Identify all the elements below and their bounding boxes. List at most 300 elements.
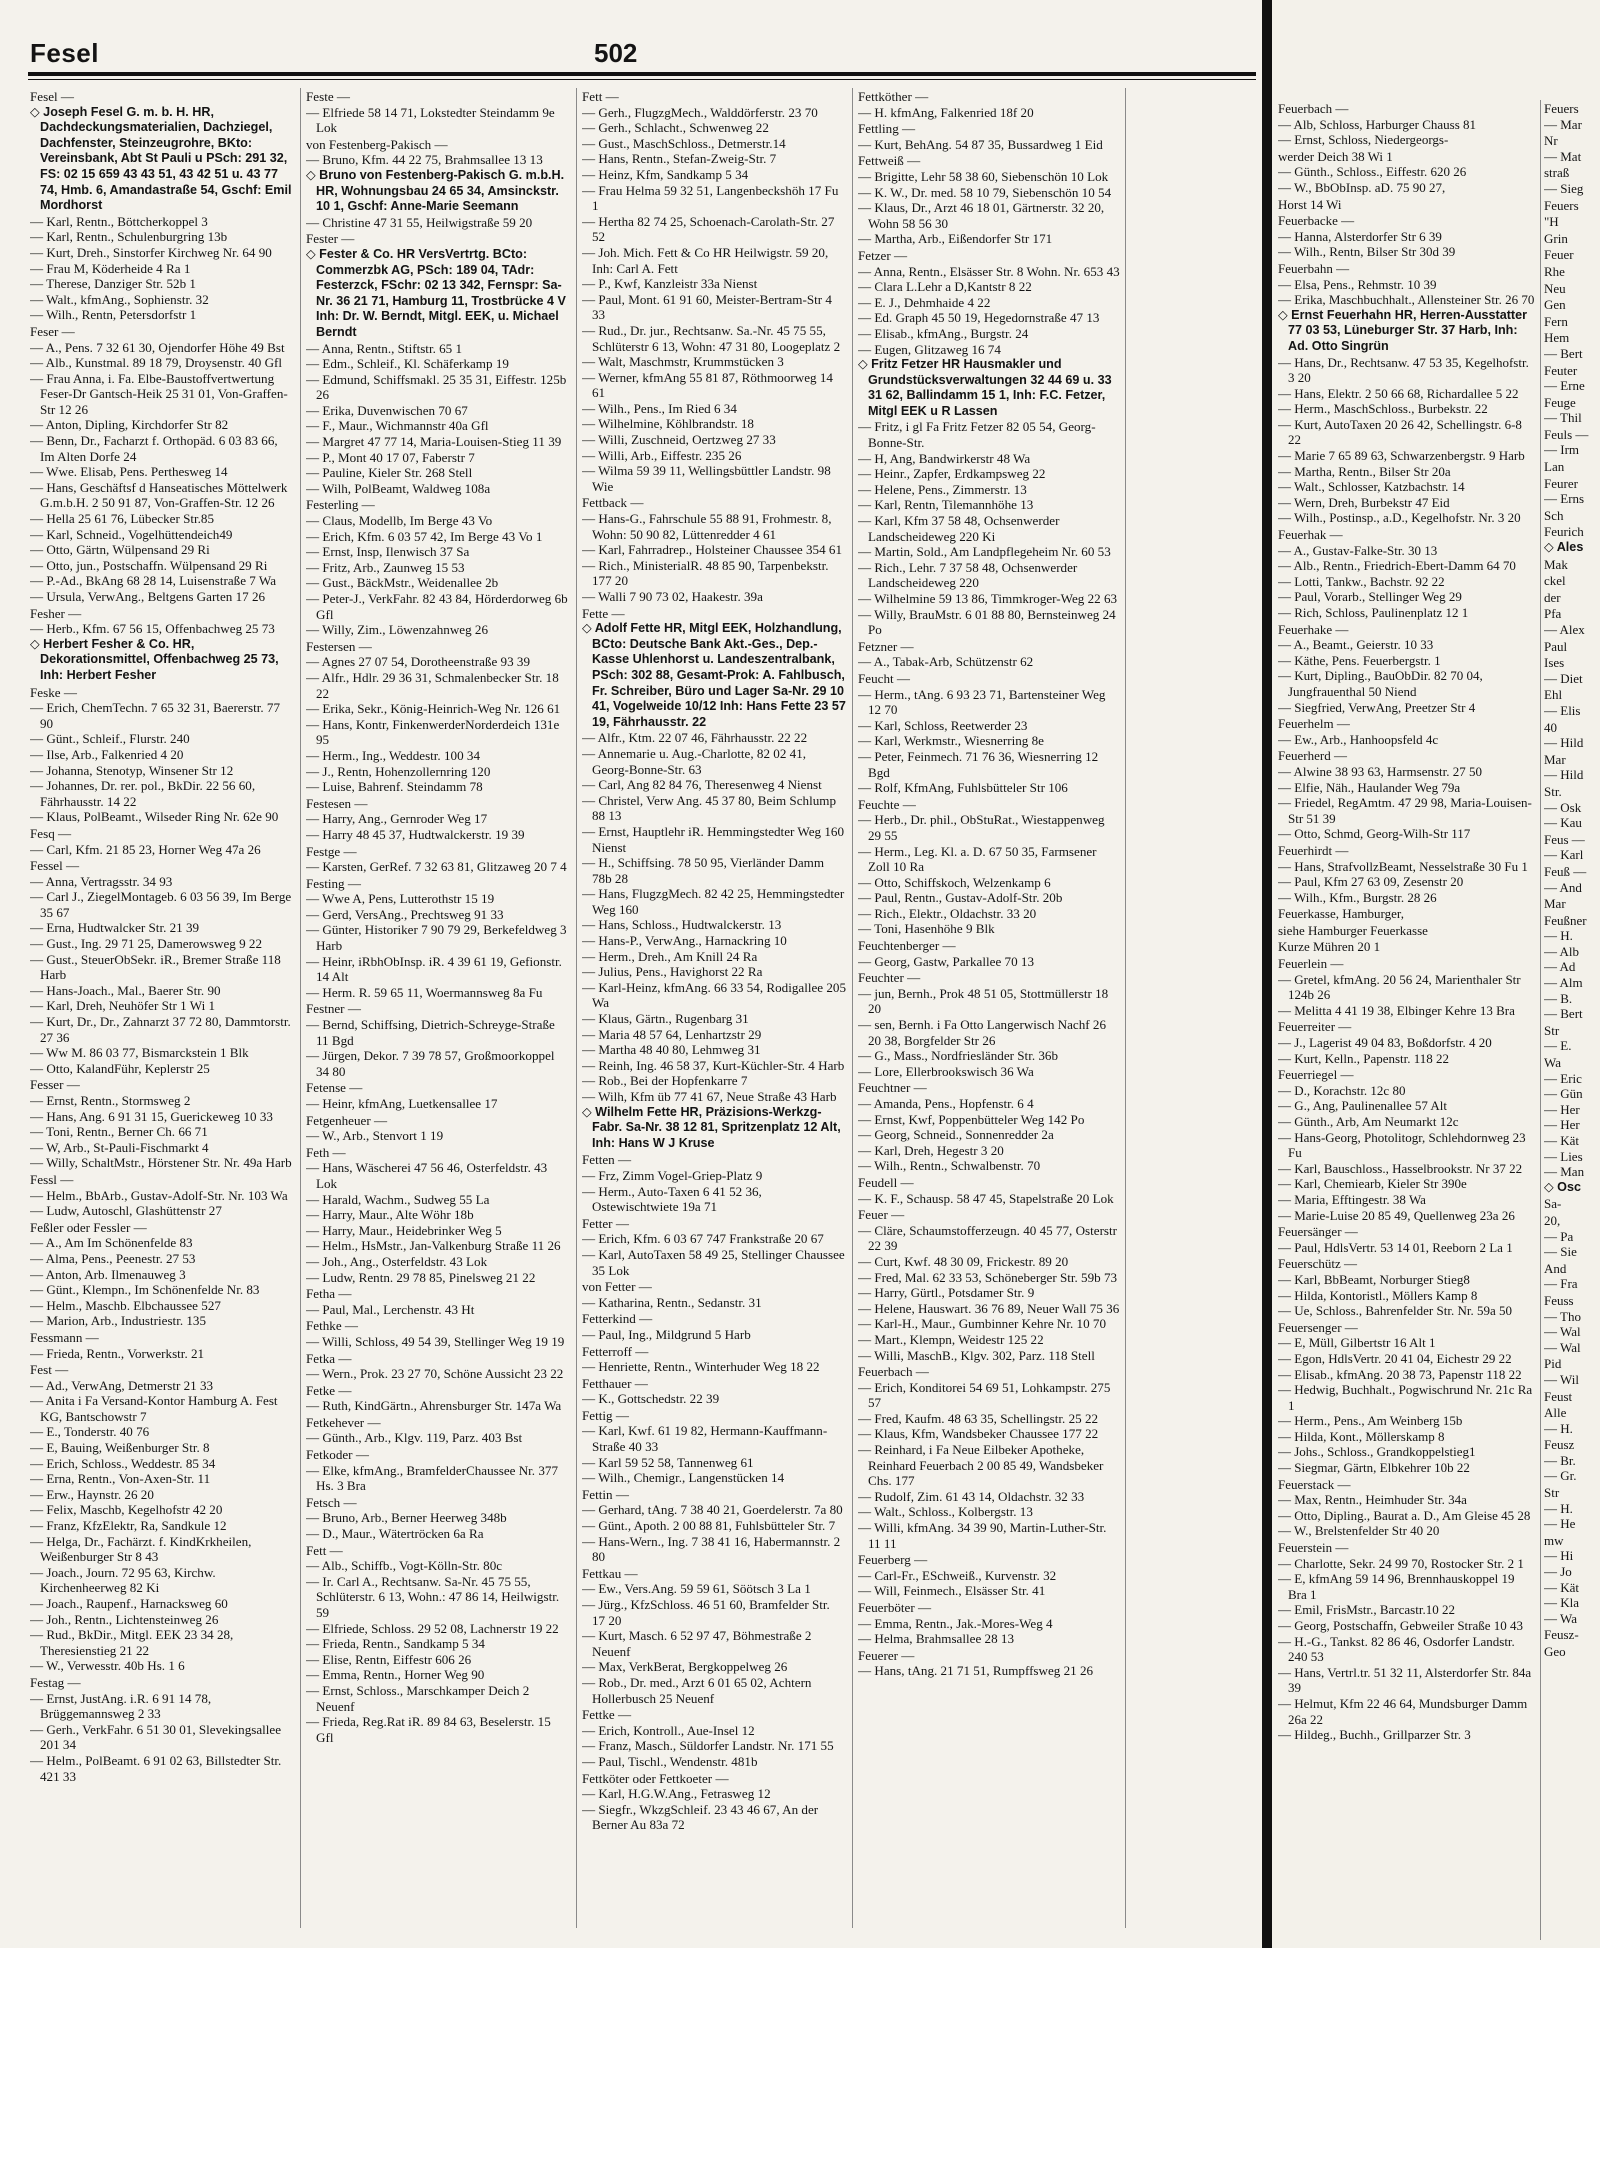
directory-entry: — Frau Anna, i. Fa. Elbe-Baustoffvertwertung Feser-Dr Gantsch-Heik 25 31 01, Von-Graffen-Str 12 26 [30,370,288,417]
surname-heading: Fett — [306,1542,343,1558]
surname-heading: Fesser — [30,1077,80,1093]
directory-entry: — E. [1544,1038,1572,1054]
surname-heading: Feuersenger — [1278,1319,1358,1335]
directory-entry: — Hans, Dr., Rechtsanw. 47 53 35, Kegelhofstr. 3 20 [1278,354,1529,386]
directory-entry: — Maria, Efftingestr. 38 Wa [1278,1191,1426,1207]
directory-entry: — Elise, Rentn, Eiffestr 606 26 [306,1651,472,1667]
directory-entry: — Erich, Kfm. 6 03 67 747 Frankstraße 20 67 [582,1231,824,1247]
directory-entry: — Willy, Zim., Löwenzahnweg 26 [306,622,489,638]
directory-entry: — Emma, Rentn., Horner Weg 90 [306,1667,485,1683]
surname-heading: Feuß — [1544,863,1587,879]
directory-entry: — E. J., Dehmhaide 4 22 [858,294,991,310]
directory-entry: — Karl, Fahrradrep., Holsteiner Chaussee 354 61 [582,542,842,558]
surname-heading: Fette — [582,605,625,621]
directory-entry: — Paul, Mal., Lerchenstr. 43 Ht [306,1301,475,1317]
directory-entry: — Wilh, PolBeamt, Waldweg 108a [306,480,491,496]
directory-entry: — And [1544,879,1582,895]
directory-entry: — Sieg [1544,180,1584,196]
directory-entry: — Reinh, Ing. 46 58 37, Kurt-Küchler-Str. 4 Harb [582,1057,845,1073]
surname-heading: Feuer [1544,247,1574,263]
directory-entry: — Hans, tAng. 21 71 51, Rumpffsweg 21 26 [858,1663,1094,1679]
directory-entry: — Gr. [1544,1468,1577,1484]
directory-entry: — Alma, Pens., Peenestr. 27 53 [30,1250,196,1266]
directory-entry: — Herm., Leg. Kl. a. D. 67 50 35, Farmsener Zoll 10 Ra [858,843,1097,875]
directory-entry: — A., Am Im Schönenfelde 83 [30,1235,193,1251]
directory-entry: — Christine 47 31 55, Heilwigstraße 59 20 [306,214,533,230]
directory-entry: — Hans-Georg, Photolitogr, Schlehdornweg 23 Fu [1278,1129,1526,1161]
directory-entry: — Carl, Kfm. 21 85 23, Horner Weg 47a 26 [30,841,261,857]
directory-entry: — Wa [1544,1610,1578,1626]
directory-entry: — Klaus, Gärtn., Rugenbarg 31 [582,1011,749,1027]
directory-entry: — Diet [1544,670,1583,686]
directory-entry: ◇ Fritz Fetzer HR Hausmakler und Grundstücksverwaltungen 32 44 69 u. 33 31 62, Ballindamm 15 1, Inh: F.C. Fetzer, Mitgl EEK u R Lassen [858,357,1112,418]
directory-entry: — Klaus, PolBeamt., Wilseder Ring Nr. 62e 90 [30,809,279,825]
directory-entry: — Jürg., KfzSchloss. 46 51 60, Bramfelder Str. 17 20 [582,1597,830,1628]
directory-entry: — Mart., Klempn, Weidestr 125 22 [858,1331,1044,1347]
directory-entry: — Martha, Rentn., Bilser Str 20a [1278,463,1451,479]
directory-entry: — Karl, Chemiearb, Kieler Str 390e [1278,1176,1467,1192]
surname-heading: Fetgenheuer — [306,1112,388,1128]
surname-heading: Ehl [1544,687,1563,703]
surname-heading: Horst 14 Wi [1278,196,1342,212]
directory-entry: — Willy, SchaltMstr., Hörstener Str. Nr. 49a Harb [30,1155,292,1171]
surname-heading: Fessl — [30,1171,74,1187]
directory-entry: — K. W., Dr. med. 58 10 79, Siebenschön 10 54 [858,184,1112,200]
directory-entry: — Karl, Rentn., Böttcherkoppel 3 [30,213,208,229]
surname-heading: siehe Hamburger Feuerkasse [1278,922,1428,938]
directory-entry: — Hans, Elektr. 2 50 66 68, Richardallee 5 22 [1278,385,1519,401]
directory-entry: — Wilh., Postinsp., a.D., Kegelhofstr. Nr. 3 20 [1278,510,1521,526]
surname-heading: Fester — [306,231,355,247]
directory-entry: — Elis [1544,702,1581,718]
directory-entry: — Helm., HsMstr., Jan-Valkenburg Straße 11 26 [306,1238,561,1254]
directory-entry: — Alm [1544,975,1583,991]
surname-heading: Fetense — [306,1080,363,1096]
directory-entry: — Ed. Graph 45 50 19, Hegedornstraße 47 13 [858,310,1100,326]
directory-entry: — Kurt, Dr., Dr., Zahnarzt 37 72 80, Dammtorstr. 27 36 [30,1014,291,1045]
directory-entry: — Georg, Gastw, Parkallee 70 13 [858,953,1034,969]
directory-entry: — Hertha 82 74 25, Schoenach-Carolath-Str. 27 52 [582,213,835,245]
directory-entry: — Hans, Wäscherei 47 56 46, Osterfeldstr. 43 Lok [306,1160,548,1191]
directory-column-2 [306,88,570,1930]
directory-entry: — P., Kwf, Kanzleistr 33a Nienst [582,276,758,292]
directory-entry: — Ww M. 86 03 77, Bismarckstein 1 Blk [30,1045,249,1061]
directory-entry: — Hans, Geschäftsf d Hanseatisches Möttelwerk G.m.b.H. 2 50 91 87, Von-Graffen-Str. 12 26 [30,479,288,511]
directory-entry: — Erna, Hudtwalcker Str. 21 39 [30,920,200,936]
directory-entry: — Günth., Arb, Am Neumarkt 12c [1278,1114,1459,1129]
directory-entry: — Gust., BäckMstr., Weidenallee 2b [306,575,499,591]
directory-entry: — Siegfried, VerwAng, Preetzer Str 4 [1278,699,1476,715]
directory-entry: — H.-G., Tankst. 82 86 46, Osdorfer Landstr. 240 53 [1278,1633,1515,1665]
directory-entry: — Fred, Mal. 62 33 53, Schöneberger Str. 59b 73 [858,1269,1118,1285]
surname-heading: And [1544,1260,1567,1276]
directory-entry: — D., Maur., Wätertröcken 6a Ra [306,1526,484,1542]
directory-entry: — Karl, Dreh, Hegestr 3 20 [858,1142,1004,1158]
directory-entry: — Ernst, JustAng. i.R. 6 91 14 78, Brüggemannsweg 2 33 [30,1690,212,1722]
directory-entry: — Rich., Lehr. 7 37 58 48, Ochsenwerder Landscheideweg 220 [858,559,1078,591]
directory-entry: — Elfriede 58 14 71, Lokstedter Steindamm 9e Lok [306,104,555,136]
directory-entry: — Heinr, iRbhObInsp. iR. 4 39 61 19, Gefionstr. 14 Alt [306,953,562,985]
directory-entry: — Ernst, Kwf, Poppenbütteler Weg 142 Po [858,1111,1085,1127]
directory-entry: — K., Gottschedstr. 22 39 [582,1391,720,1407]
directory-entry: — Martha, Arb., Eißendorfer Str 171 [858,231,1053,247]
directory-entry: — Heinz, Kfm, Sandkamp 5 34 [582,166,749,182]
directory-entry: — Herb., Kfm. 67 56 15, Offenbachweg 25 73 [30,621,275,637]
surname-heading: Fetke — [306,1382,352,1398]
directory-entry: — D., Korachstr. 12c 80 [1278,1082,1406,1098]
directory-entry: — Frieda, Rentn., Vorwerkstr. 21 [30,1345,205,1361]
directory-entry: — Werner, kfmAng 55 81 87, Röthmoorweg 14 61 [582,369,833,401]
directory-entry: — Ir. Carl A., Rechtsanw. Sa-Nr. 45 75 55, Schlüterstr. 6 13, Wohn.: 47 86 14, Heilwigstr. 59 [306,1573,560,1620]
surname-heading: Fetkoder — [306,1447,369,1463]
directory-entry: — Margret 47 77 14, Maria-Louisen-Stieg 11 39 [306,434,562,450]
directory-entry: — Siegfr., WkzgSchleif. 23 43 46 67, An der Berner Au 83a 72 [582,1801,819,1833]
directory-entry: — W., Brelstenfelder Str 40 20 [1278,1523,1440,1539]
surname-heading: Feuchte — [858,796,916,812]
directory-entry: — H. [1544,1420,1573,1436]
directory-entry: ◇ Ales [1544,540,1584,555]
column-divider [852,88,853,1928]
directory-entry: — Edmund, Schiffsmakl. 25 35 31, Eiffestr. 125b 26 [306,371,567,403]
surname-heading: Feußner [1544,912,1587,928]
surname-heading: Feuerreiter — [1278,1019,1352,1035]
page-header-word: Fesel [30,38,99,68]
directory-entry: — Wilh., Rentn, Bilser Str 30d 39 [1278,244,1456,260]
directory-entry: — Marion, Arb., Industriestr. 135 [30,1313,207,1329]
directory-entry: — Anton, Dipling, Kirchdorfer Str 82 [30,417,229,433]
directory-entry: — Günt., Schleif., Flurstr. 240 [30,731,190,747]
directory-entry: — Toni, Hasenhöhe 9 Blk [858,921,995,937]
directory-entry: — Benn, Dr., Facharzt f. Orthopäd. 6 03 83 66, Im Alten Dorfe 24 [30,433,278,464]
directory-entry: — Wilhelmine 59 13 86, Timmkroger-Weg 22 63 [858,591,1118,606]
surname-heading: Feudell — [858,1174,914,1190]
directory-entry: — Amanda, Pens., Hopfenstr. 6 4 [858,1096,1034,1111]
directory-entry: — Karl-Heinz, kfmAng. 66 33 54, Rodigallee 205 Wa [582,979,846,1011]
directory-entry: — Rich, Schloss, Paulinenplatz 12 1 [1278,605,1469,620]
directory-entry: — Felix, Maschb, Kegelhofstr 42 20 [30,1502,223,1518]
directory-entry: — Walt., kfmAng., Sophienstr. 32 [30,291,209,307]
directory-entry: — Harry, Maur., Heidebrinker Weg 5 [306,1222,502,1238]
directory-entry: — Otto, Schiffskoch, Welzenkamp 6 [858,874,1051,890]
directory-entry: — Paul, Mont. 61 91 60, Meister-Bertram-Str 4 33 [582,291,832,323]
directory-entry: — Paul, Tischl., Wendenstr. 481b [582,1753,758,1769]
directory-entry: — Kurt, Kelln., Papenstr. 118 22 [1278,1050,1450,1066]
directory-entry: — H. [1544,928,1573,944]
surname-heading: Grin [1544,230,1568,246]
surname-heading: Feser — [30,323,75,339]
directory-entry: — Paul, Ing., Mildgrund 5 Harb [582,1326,751,1342]
directory-entry: — Hans, Schloss., Hudtwalckerstr. 13 [582,917,782,933]
directory-entry: — Annemarie u. Aug.-Charlotte, 82 02 41, Georg-Bonne-Str. 63 [582,745,807,777]
directory-entry: — Luise, Bahrenf. Steindamm 78 [306,779,483,795]
directory-entry: — Kurt, AutoTaxen 20 26 42, Schellingstr. 6-8 22 [1278,416,1522,448]
surname-heading: Feurer [1544,475,1578,491]
directory-entry: — Hans, FlugzgMech. 82 42 25, Hemmingstedter Weg 160 [582,886,845,917]
directory-entry: — Herm., Dreh., Am Knill 24 Ra [582,948,758,964]
directory-entry: — Helma, Brahmsallee 28 13 [858,1631,1014,1647]
directory-entry: — Fritz, i gl Fa Fritz Fetzer 82 05 54, Georg-Bonne-Str. [858,419,1096,451]
directory-entry: — Carl-Fr., ESchweiß., Kurvenstr. 32 [858,1567,1057,1583]
directory-entry: — Hans, StrafvollzBeamt, Nesselstraße 30 Fu 1 [1278,858,1528,874]
directory-entry: — H, Ang, Bandwirkerstr 48 Wa [858,450,1031,466]
directory-entry: — Alb., Rentn., Friedrich-Ebert-Damm 64 70 [1278,558,1516,574]
directory-entry: — Rud., BkDir., Mitgl. EEK 23 34 28, Theresienstieg 21 22 [30,1627,234,1658]
surname-heading: Feuers [1544,101,1579,116]
directory-entry: — Anita i Fa Versand-Kontor Hamburg A. Fest KG, Bantschowstr 7 [30,1393,278,1424]
directory-entry: — Helene, Pens., Zimmerstr. 13 [858,481,1027,497]
directory-entry: ◇ Adolf Fette HR, Mitgl EEK, Holzhandlung, BCto: Deutsche Bank Akt.-Ges., Dep.-Kasse Uhlenhorst u. Landeszentralbank, PSch: 302 88, Gesamt-Prok: A. Fahlbusch, Fr. Schreiber, Büro und Lager Sa-Nr. 29 10 41, Vogelweide 10/12 Inh: Hans Fette 23 57 19, Fährhausstr. 22 [582,621,846,729]
surname-heading: Feuerbahn — [1278,260,1350,276]
directory-entry: — Paul, Vorarb., Stellinger Weg 29 [1278,589,1462,605]
directory-entry: — Hi [1544,1548,1574,1564]
directory-entry: — Harry 48 45 37, Hudtwalckerstr. 19 39 [306,826,525,842]
directory-entry: — Wilma 59 39 11, Wellingsbüttler Landstr. 98 Wie [582,463,831,494]
directory-entry: — Ernst, Rentn., Stormsweg 2 [30,1093,191,1108]
directory-entry: — Herm., MaschSchloss., Burbekstr. 22 [1278,401,1488,417]
directory-entry: — Fritz, Arb., Zaunweg 15 53 [306,559,465,575]
directory-entry: — Joh. Mich. Fett & Co HR Heilwigstr. 59 20, Inh: Carl A. Fett [582,244,829,276]
directory-entry: — Wwe A, Pens, Lutterothstr 15 19 [306,891,495,907]
surname-heading: 20, [1544,1212,1561,1228]
directory-entry: — Karl, Rentn, Tilemannhöhe 13 [858,497,1034,513]
directory-entry: — Gretel, kfmAng. 20 56 24, Marienthaler Str 124b 26 [1278,971,1521,1003]
directory-entry: — Ilse, Arb., Falkenried 4 20 [30,746,184,762]
surname-heading: Festag — [30,1674,81,1690]
directory-entry: — H. [1544,1500,1573,1516]
directory-entry: — sen, Bernh. i Fa Otto Langerwisch Nachf 26 20 38, Borgfelder Str 26 [858,1017,1106,1048]
directory-entry: — A., Beamt., Geierstr. 10 33 [1278,637,1434,653]
directory-entry: — Kurt, Masch. 6 52 97 47, Böhmestraße 2 Neuenf [582,1628,812,1659]
surname-heading: Fettig — [582,1407,629,1423]
directory-entry: — Alfr., Hdlr. 29 36 31, Schmalenbecker Str. 18 22 [306,669,559,701]
directory-entry: — Karl, BbBeamt, Norburger Stieg8 [1278,1271,1470,1287]
directory-entry: — Carl J., ZiegelMontageb. 6 03 56 39, Im Berge 35 67 [30,889,292,920]
directory-entry: — Karl 59 52 58, Tannenweg 61 [582,1454,754,1470]
directory-entry: — Franz, KfzElektr, Ra, Sandkule 12 [30,1518,227,1534]
directory-entry: — Gerh., Schlacht., Schwenweg 22 [582,120,769,136]
directory-entry: — Rob., Bei der Hopfenkarre 7 [582,1073,748,1089]
directory-entry: — Maria 48 57 64, Lenhartzstr 29 [582,1026,762,1042]
surname-heading: Feuerhake — [1278,621,1349,637]
surname-heading: Feuls — [1544,426,1589,442]
directory-entry: — Cläre, Schaumstofferzeugn. 40 45 77, Osterstr 22 39 [858,1222,1118,1254]
directory-entry: — Wern., Prok. 23 27 70, Schöne Aussicht 23 22 [306,1366,564,1382]
directory-entry: — Hella 25 61 76, Lübecker Str.85 [30,511,215,527]
surname-heading: Wa [1544,1055,1561,1071]
directory-entry: — Rich., MinisterialR. 48 85 90, Tarpenbekstr. 177 20 [582,557,829,589]
directory-entry: — Willi, MaschB., Klgv. 302, Parz. 118 Stell [858,1347,1095,1363]
directory-entry: — Paul, HdlsVertr. 53 14 01, Reeborn 2 La 1 [1278,1239,1513,1255]
directory-entry: — Karl-H., Maur., Gumbinner Kehre Nr. 10 70 [858,1316,1107,1332]
surname-heading: Fetzner — [858,638,914,654]
directory-entry: — Kurt, Dipling., BauObDir. 82 70 04, Jungfrauenthal 50 Niend [1278,668,1483,699]
directory-entry: — Erne [1544,378,1585,394]
directory-entry: — Bruno, Arb., Berner Heerweg 348b [306,1510,507,1526]
directory-entry: — F., Maur., Wichmannstr 40a Gfl [306,418,489,434]
directory-column-4 [858,88,1120,1930]
directory-entry: — Willi, kfmAng. 34 39 90, Martin-Luther-Str. 11 11 [858,1520,1107,1551]
directory-entry: — Rud., Dr. jur., Rechtsanw. Sa.-Nr. 45 75 55, Schlüterstr 6 13, Wohn: 47 31 80, Loogeplatz 2 [582,322,841,354]
directory-entry: — Friedel, RegAmtm. 47 29 98, Maria-Louisen-Str 51 39 [1278,795,1532,826]
surname-heading: Feuerberg — [858,1552,928,1568]
directory-entry: — Carl, Ang 82 84 76, Theresenweg 4 Nienst [582,777,822,793]
directory-entry: — Günter, Historiker 7 90 79 29, Berkefeldweg 3 Harb [306,922,567,954]
directory-entry: — Mar [1544,116,1582,132]
surname-heading: Feuerer — [858,1647,915,1663]
directory-entry: — Bert [1544,1006,1583,1022]
surname-heading: Nr [1544,133,1558,149]
directory-entry: — P., Mont 40 17 07, Faberstr 7 [306,449,475,465]
directory-entry: — Rudolf, Zim. 61 43 14, Oldachstr. 32 33 [858,1488,1085,1504]
directory-entry: — Henriette, Rentn., Winterhuder Weg 18 22 [582,1359,820,1375]
directory-entry: — Kurt, BehAng. 54 87 35, Bussardweg 1 Eid [858,136,1103,152]
directory-entry: — Georg, Schneid., Sonnenredder 2a [858,1127,1054,1143]
directory-entry: — Harry, Maur., Alte Wöhr 18b [306,1207,474,1223]
directory-entry: — Clara L.Lehr a D,Kantstr 8 22 [858,279,1032,295]
surname-heading: Feske — [30,684,77,700]
directory-entry: ◇ Ernst Feuerhahn HR, Herren-Ausstatter 77 03 53, Lüneburger Str. 37 Harb, Inh: Ad. Otto Singrün [1278,307,1528,353]
surname-heading: Feth — [306,1144,346,1160]
directory-entry: — Toni, Rentn., Berner Ch. 66 71 [30,1124,208,1140]
surname-heading: Feuerherd — [1278,748,1347,764]
directory-entry: — Wern, Dreh, Burbekstr 47 Eid [1278,494,1450,510]
directory-entry: — Gerh., VerkFahr. 6 51 30 01, Slevekingsallee 201 34 [30,1721,282,1753]
directory-entry: ◇ Herbert Fesher & Co. HR, Dekorationsmittel, Offenbachweg 25 73, Inh: Herbert Fesher [30,636,279,682]
surname-heading: Fetzer — [858,247,908,263]
directory-entry: — Will, Feinmech., Elsässer Str. 41 [858,1583,1046,1599]
surname-heading: Feuchter — [858,970,921,986]
directory-entry: — Harry, Ang., Gernroder Weg 17 [306,811,488,827]
directory-entry: — A., Gustav-Falke-Str. 30 13 [1278,542,1438,558]
directory-entry: ◇ Bruno von Festenberg-Pakisch G. m.b.H. HR, Wohnungsbau 24 65 34, Amsinckstr. 10 1, Gschf: Anne-Marie Seemann [306,167,565,214]
directory-entry: — Lotti, Tankw., Bachstr. 92 22 [1278,573,1445,589]
directory-entry: ◇ Fester & Co. HR VersVertrtg. BCto: Commerzbk AG, PSch: 189 04, TAdr: Festerzck, FSchr: 02 13 342, Fernspr: Sa-Nr. 36 21 71, Hamburg 11, Trostbrücke 4 V Inh: Dr. W. Berndt, Mitgl. EEK, u. Michael Berndt [306,246,566,339]
surname-heading: Fetsch — [306,1494,357,1510]
directory-entry: — W., BbObInsp. aD. 75 90 27, [1278,179,1446,195]
directory-entry: — Walt, Maschmstr, Krummstücken 3 [582,354,784,370]
directory-entry: — Erich, ChemTechn. 7 65 32 31, Baererstr. 77 90 [30,700,280,731]
surname-heading: Fessel — [30,858,80,874]
directory-entry: — E., Tonderstr. 40 76 [30,1424,150,1440]
surname-heading: Fetter — [582,1215,629,1231]
surname-heading: Fesel — [30,89,75,104]
surname-heading: Sa- [1544,1196,1562,1212]
surname-heading: 40 [1544,719,1557,735]
directory-entry: — Irm [1544,442,1580,458]
directory-entry: — Bruno, Kfm. 44 22 75, Brahmsallee 13 13 [306,152,543,168]
directory-entry: — Alfr., Ktm. 22 07 46, Fährhausstr. 22 22 [582,730,808,746]
surname-heading: Hem [1544,330,1570,346]
surname-heading: Paul [1544,638,1568,654]
surname-heading: Feuerhirdt — [1278,842,1349,858]
directory-entry: — Erich, Konditorei 54 69 51, Lohkampstr. 275 57 [858,1379,1111,1411]
directory-entry: — Emil, FrisMstr., Barcastr.10 22 [1278,1602,1455,1618]
surname-heading: Fetthauer — [582,1375,648,1391]
surname-heading: Feusz- [1544,1627,1579,1643]
directory-entry: — Johanna, Stenotyp, Winsener Str 12 [30,762,234,778]
directory-entry: — Reinhard, i Fa Neue Eilbeker Apotheke, Reinhard Feuerbach 2 00 85 49, Wandsbeker Chs. 177 [858,1442,1104,1489]
directory-entry: — Erns [1544,491,1585,507]
directory-entry: — Heinr, kfmAng, Luetkensallee 17 [306,1096,498,1111]
directory-entry: — Helmut, Kfm 22 46 64, Mundsburger Damm 26a 22 [1278,1695,1528,1727]
directory-entry: — Thil [1544,410,1582,426]
directory-entry: — Erna, Rentn., Von-Axen-Str. 11 [30,1471,211,1487]
directory-entry: — jun, Bernh., Prok 48 51 05, Stottmüllerstr 18 20 [858,985,1109,1017]
surname-heading: Fettweiß — [858,153,921,169]
directory-entry: — Edm., Schleif., Kl. Schäferkamp 19 [306,356,509,372]
directory-entry: — Helm., BbArb., Gustav-Adolf-Str. Nr. 103 Wa [30,1187,288,1203]
directory-entry: — Alb., Kunstmal. 89 18 79, Droysenstr. 40 Gfl [30,355,283,371]
directory-entry: — Hanna, Alsterdorfer Str 6 39 [1278,228,1442,244]
directory-entry: — Claus, Modellb, Im Berge 43 Vo [306,513,493,529]
directory-entry: — Br. [1544,1452,1576,1468]
directory-entry: — Gust., MaschSchloss., Detmerstr.14 [582,135,786,151]
directory-entry: — Wilh, Kfm üb 77 41 67, Neue Straße 43 Harb [582,1089,837,1104]
directory-entry: — Hild [1544,735,1584,751]
directory-entry: — Herm., Ing., Weddestr. 100 34 [306,747,480,763]
directory-entry: — Anna, Rentn., Stiftstr. 65 1 [306,340,463,356]
directory-entry: — Kät [1544,1133,1580,1148]
surname-heading: Fettköter oder Fettkoeter — [582,1770,729,1786]
surname-heading: Mak [1544,556,1568,572]
directory-entry: — Willi, Schloss, 49 54 39, Stellinger Weg 19 19 [306,1333,565,1349]
directory-entry: — Herm., Auto-Taxen 6 41 52 36, Ostewischtwiete 19a 71 [582,1183,762,1215]
directory-entry: — Hans-G., Fahrschule 55 88 91, Frohmestr. 8, Wohn: 50 90 82, Lüttenredder 4 61 [582,511,832,542]
surname-heading: Rhe [1544,263,1565,279]
directory-entry: — A., Pens. 7 32 61 30, Ojendorfer Höhe 49 Bst [30,339,285,355]
surname-heading: Feuchtenberger — [858,938,956,954]
directory-entry: — Alb., Schiffb., Vogt-Kölln-Str. 80c [306,1558,503,1574]
directory-entry: — Joach., Raupenf., Harnacksweg 60 [30,1596,228,1611]
directory-entry: — Karl [1544,847,1584,863]
surname-heading: Feuerbach — [858,1364,929,1380]
column-divider [1125,88,1126,1928]
directory-entry: — Herm., Pens., Am Weinberg 15b [1278,1413,1463,1429]
surname-heading: Feurich [1544,524,1584,540]
column-divider [1540,100,1541,1940]
directory-column-1 [30,88,294,1930]
directory-entry: — Ew., Vers.Ang. 59 59 61, Söötsch 3 La 1 [582,1581,811,1597]
directory-entry: — Jo [1544,1564,1572,1580]
directory-entry: — Curt, Kwf. 48 30 09, Frickestr. 89 20 [858,1253,1069,1269]
directory-entry: — Katharina, Rentn., Sedanstr. 31 [582,1294,762,1310]
surname-heading: "H [1544,214,1559,230]
directory-entry: — He [1544,1516,1576,1532]
directory-entry: — Pauline, Kieler Str. 268 Stell [306,465,473,481]
surname-heading: Feuerstack — [1278,1476,1351,1492]
directory-entry: — Eugen, Glitzaweg 16 74 [858,341,1001,357]
surname-heading: Gen [1544,297,1566,313]
directory-entry: — H. kfmAng, Falkenried 18f 20 [858,104,1034,120]
surname-heading: Feuerstein — [1278,1540,1349,1556]
surname-heading: Festesen — [306,795,368,811]
directory-entry: — Herm. R. 59 65 11, Woermannsweg 8a Fu [306,984,543,1000]
surname-heading: Ises [1544,655,1565,671]
surname-heading: Festersen — [306,638,372,654]
surname-heading: Fetka — [306,1350,352,1366]
directory-entry: — Kurt, Dreh., Sinstorfer Kirchweg Nr. 64 90 [30,244,272,260]
directory-entry: — Joh., Rentn., Lichtensteinweg 26 [30,1611,219,1627]
directory-entry: — Eric [1544,1070,1582,1086]
directory-entry: — Martha 48 40 80, Lehmweg 31 [582,1042,761,1058]
directory-entry: — Ludw, Rentn. 29 78 85, Pinelsweg 21 22 [306,1269,536,1285]
directory-entry: — Frz, Zimm Vogel-Griep-Platz 9 [582,1167,763,1183]
directory-entry: — Ad [1544,959,1576,975]
directory-entry: — Jürgen, Dekor. 7 39 78 57, Großmoorkoppel 34 80 [306,1048,555,1079]
directory-entry: — A., Tabak-Arb, Schützenstr 62 [858,654,1034,670]
surname-heading: Feust [1544,1388,1573,1404]
directory-entry: — Karl, Dreh, Neuhöfer Str 1 Wi 1 [30,998,216,1014]
